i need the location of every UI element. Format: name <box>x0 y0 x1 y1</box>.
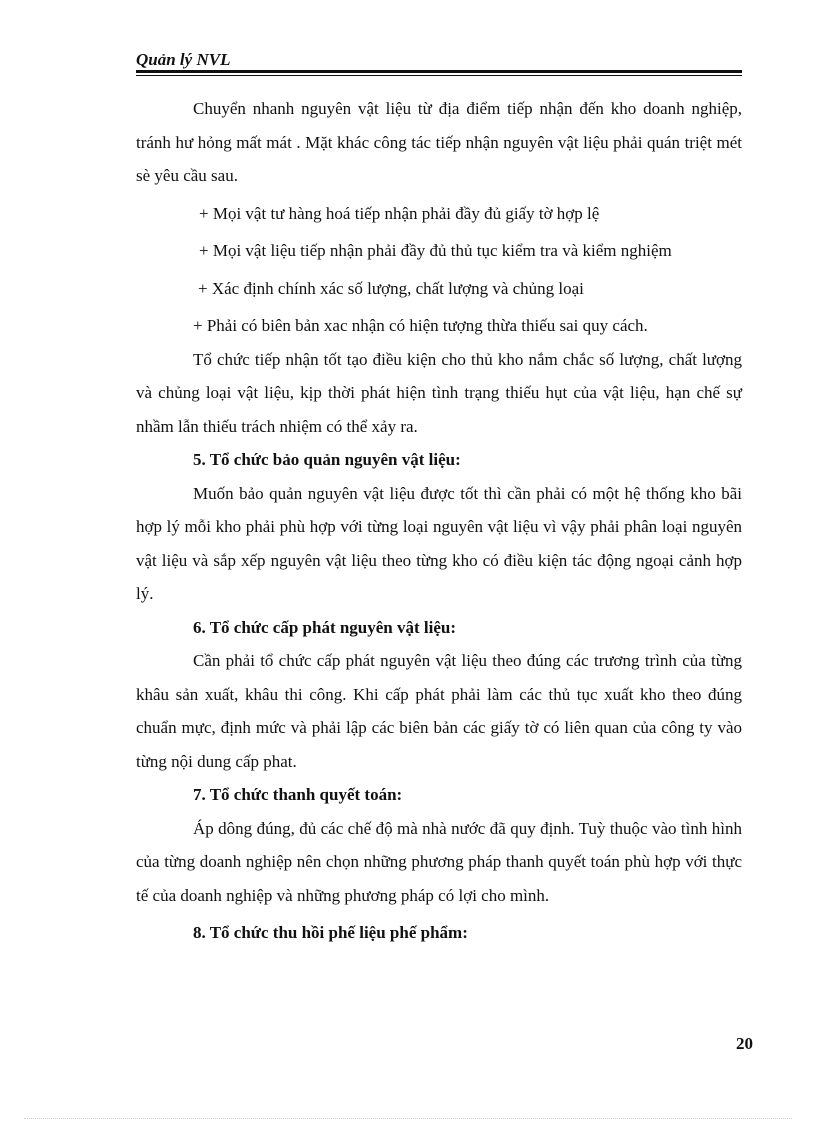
page-number: 20 <box>736 1034 753 1053</box>
paragraph-receiving-benefits: Tổ chức tiếp nhận tốt tạo điều kiện cho thủ kho nắm chắc số lượng, chất lượng và chủng loại vật liệu, kịp thời phát hiện tình trạng thiếu hụt của vật liệu, hạn chế sự nhầm lẫn thiếu trách nhiệm có thể xảy ra. <box>136 349 742 436</box>
document-body <box>136 92 742 950</box>
header-title: Quản lý NVL <box>136 50 231 69</box>
header-rule-thin <box>136 75 742 76</box>
page-bottom-border <box>24 1118 792 1119</box>
bullet-inspection: + Mọi vật liệu tiếp nhận phải đầy đủ thủ tục kiểm tra và kiểm nghiệm <box>199 241 672 260</box>
paragraph-storage: Muốn bảo quản nguyên vật liệu được tốt thì cần phải có một hệ thống kho bãi hợp lý mỗi kho phải phù hợp với từng loại nguyên vật liệu vì vậy phải phân loại nguyên vật liệu và sắp xếp nguyên vật liệu theo từng kho có điều kiện tác động ngoại cảnh hợp lý. <box>136 483 742 603</box>
bullet-record: + Phải có biên bản xac nhận có hiện tượng thừa thiếu sai quy cách. <box>193 316 648 335</box>
paragraph-settlement: Áp dông đúng, đủ các chế độ mà nhà nước đã quy định. Tuỳ thuộc vào tình hình của từng doanh nghiệp nên chọn những phương pháp thanh quyết toán phù hợp với thực tế của doanh nghiệp và những phương pháp có lợi cho mình. <box>136 818 742 905</box>
heading-storage: 5. Tổ chức bảo quản nguyên vật liệu: <box>193 450 461 469</box>
paragraph-issuing: Cần phải tổ chức cấp phát nguyên vật liệu theo đúng các trương trình của từng khâu sản xuất, khâu thi công. Khi cấp phát phải làm các thủ tục xuất kho theo đúng chuẩn mực, định mức và phải lập các biên bản các giấy tờ có liên quan của công ty vào từng nội dung cấp phat. <box>136 651 742 771</box>
bullet-documents: + Mọi vật tư hàng hoá tiếp nhận phải đầy đủ giấy tờ hợp lệ <box>199 203 600 223</box>
heading-issuing: 6. Tổ chức cấp phát nguyên vật liệu: <box>193 617 457 637</box>
heading-scrap-recovery: 8. Tổ chức thu hồi phế liệu phế phẩm: <box>193 923 468 942</box>
paragraph-receiving: Chuyển nhanh nguyên vật liệu từ địa điểm tiếp nhận đến kho doanh nghiệp, tránh hư hỏng mất mát . Mặt khác công tác tiếp nhận nguyên vật liệu phải quán triệt mét sè yêu cầu sau. <box>136 99 742 185</box>
bullet-quantity: + Xác định chính xác số lượng, chất lượng và chủng loại <box>198 278 584 298</box>
header-rule-thick <box>136 70 742 73</box>
heading-settlement: 7. Tổ chức thanh quyết toán: <box>193 785 403 804</box>
